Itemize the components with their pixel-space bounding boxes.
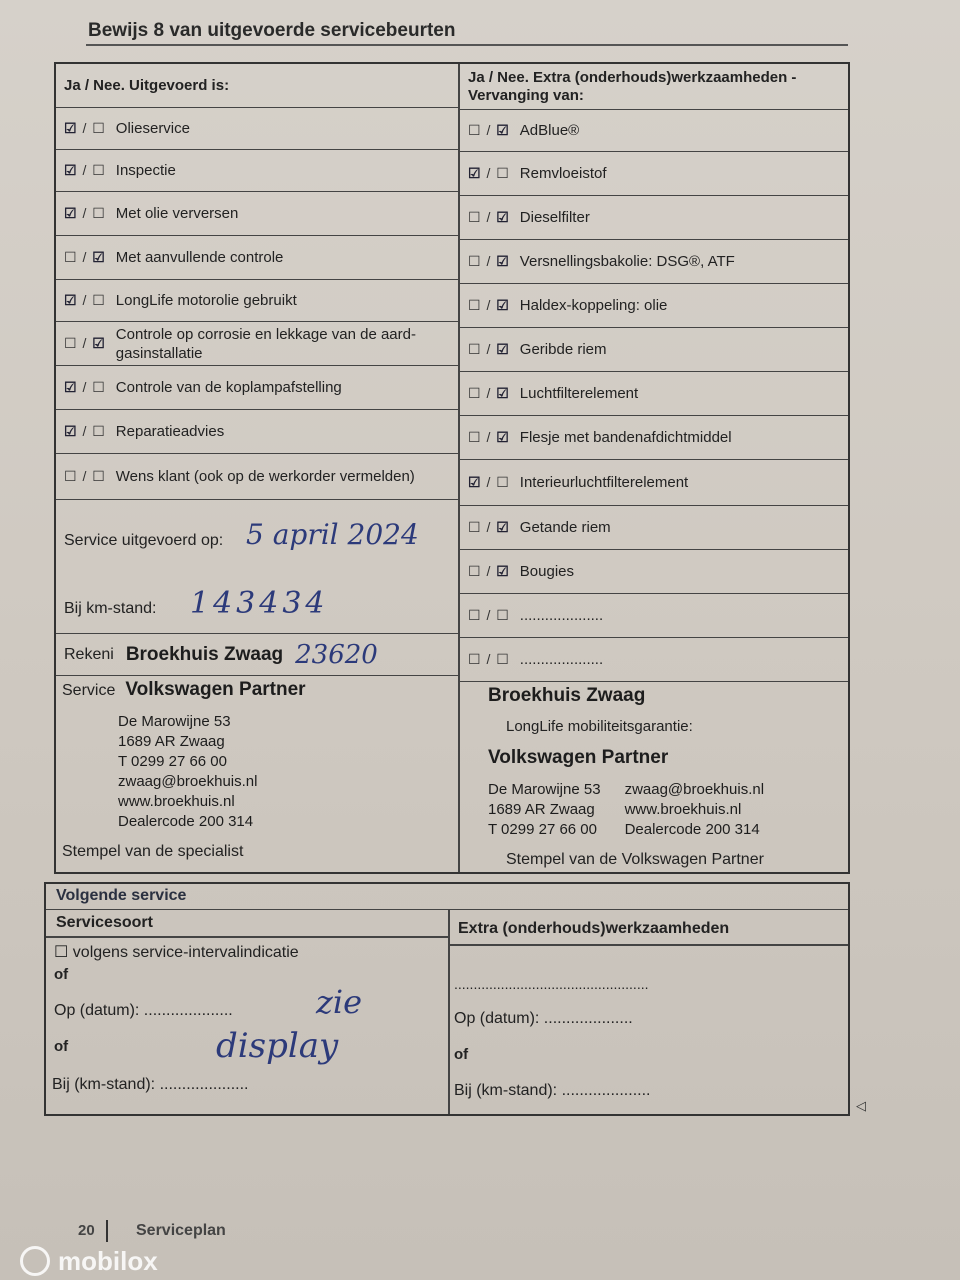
checkbox-ja-icon[interactable]: ☐ (468, 519, 482, 535)
left-item-row (56, 108, 458, 150)
item-label: Versnellingsbakolie: DSG®, ATF (519, 253, 735, 270)
item-label: Flesje met bandenafdichtmiddel (519, 429, 732, 446)
item-label: .................... (519, 607, 604, 624)
checkbox-ja-icon[interactable]: ☐ (64, 249, 78, 265)
separator: / (82, 249, 88, 265)
checkbox-pair[interactable] (64, 379, 106, 396)
checkbox-pair[interactable] (468, 209, 510, 226)
checkbox-pair[interactable] (64, 335, 106, 352)
item-label: Olieservice (115, 120, 190, 137)
stamp-dealer: Dealercode 200 314 (118, 813, 254, 830)
left-header: Ja / Nee. Uitgevoerd is: (64, 76, 230, 94)
item-label: .................... (519, 651, 604, 668)
checkbox-ja-checked-icon[interactable]: ☑ (64, 120, 78, 136)
item-label: Bougies (519, 563, 575, 580)
longlife-label: LongLife mobiliteitsgarantie: (506, 718, 693, 736)
footer-divider (106, 1220, 108, 1242)
checkbox-pair[interactable] (468, 563, 510, 580)
checkbox-pair[interactable]: ☐ / ☐ (468, 651, 510, 667)
service-label: Service (62, 682, 116, 699)
separator: / (82, 162, 88, 178)
left-header-cell (56, 64, 458, 108)
next-km-field[interactable]: Bij (km-stand): .................... (52, 1076, 249, 1093)
left-item-row (56, 280, 458, 322)
servicesoort-header: Servicesoort (46, 910, 448, 938)
checkbox-ja-checked-icon[interactable]: ☑ (468, 165, 482, 181)
checkbox-ja-icon[interactable]: ☐ (468, 297, 482, 313)
item-label: Luchtfilterelement (519, 385, 639, 402)
rekening-cell (56, 634, 458, 676)
item-label: Inspectie (115, 162, 176, 179)
checkbox-nee-checked-icon[interactable]: ☑ (496, 385, 510, 401)
checkbox-nee-icon[interactable]: ☐ (496, 165, 510, 181)
stamp-name: Broekhuis Zwaag (488, 685, 646, 706)
checkbox-nee-checked-icon[interactable]: ☑ (496, 563, 510, 579)
checkbox-nee-icon[interactable]: ☐ (92, 423, 106, 439)
checkbox-nee-checked-icon[interactable]: ☑ (496, 341, 510, 357)
stamp-phone: T 0299 27 66 00 (118, 753, 227, 770)
checkbox-icon[interactable]: ☐ (54, 944, 69, 961)
item-label: Controle van de koplampafstelling (115, 379, 342, 396)
extra-km-field[interactable]: Bij (km-stand): .................... (454, 1082, 651, 1099)
stamp-web: www.broekhuis.nl (118, 793, 235, 810)
item-label: Wens klant (ook op de werkorder vermelden) (115, 468, 415, 485)
separator: / (82, 205, 88, 221)
checkbox-nee-icon[interactable]: ☐ (92, 120, 106, 136)
item-label: Controle op corrosie en lekkage van de aard-gasinstallatie (115, 325, 416, 362)
checkbox-ja-checked-icon[interactable]: ☑ (64, 379, 78, 395)
stamp-dealer: Dealercode 200 314 (624, 820, 760, 838)
handwritten-zie: zie (316, 983, 363, 1021)
checkbox-pair[interactable] (468, 429, 510, 446)
next-service-table (44, 882, 850, 1116)
checkbox-pair[interactable] (468, 253, 510, 270)
checkbox-nee-checked-icon[interactable]: ☑ (496, 429, 510, 445)
checkbox-ja-icon[interactable]: ☐ (468, 253, 482, 269)
left-item-row (56, 150, 458, 192)
extra-header: Extra (onderhouds)werkzaamheden (450, 910, 848, 946)
item-label: Haldex-koppeling: olie (519, 297, 668, 314)
stamp-partner-cell (460, 682, 848, 872)
right-item-row (460, 328, 848, 372)
checkbox-pair[interactable] (64, 292, 106, 309)
left-item-row (56, 192, 458, 236)
checkbox-pair[interactable]: ☐ / ☐ (468, 607, 510, 623)
triangle-marker-icon: ◁ (856, 1098, 866, 1113)
separator: / (486, 385, 492, 401)
stamp-city: 1689 AR Zwaag (488, 800, 595, 818)
checkbox-pair[interactable] (468, 341, 510, 358)
stamp-address: De Marowijne 53 (118, 713, 231, 730)
checkbox-nee-checked-icon[interactable]: ☑ (496, 297, 510, 313)
page-title: Bewijs 8 van uitgevoerde servicebeurten (88, 20, 456, 41)
item-label: Met olie verversen (115, 205, 239, 222)
separator: / (486, 429, 492, 445)
checkbox-ja-icon[interactable]: ☐ (64, 335, 78, 351)
right-item-row (460, 152, 848, 196)
item-label: Dieselfilter (519, 209, 590, 226)
stamp-specialist-cell (56, 676, 458, 864)
separator: / (82, 120, 88, 136)
of-label: of (454, 1046, 469, 1063)
left-item-row (56, 454, 458, 500)
checkbox-nee-checked-icon[interactable]: ☑ (496, 253, 510, 269)
checkbox-pair[interactable] (468, 474, 510, 491)
of-label: of (54, 966, 69, 983)
separator: / (486, 165, 492, 181)
checkbox-pair[interactable] (468, 122, 510, 139)
left-column (56, 64, 458, 864)
checkbox-pair[interactable] (64, 162, 106, 179)
of-label: of (54, 1038, 69, 1055)
stamp-name: Broekhuis Zwaag (125, 643, 284, 665)
item-label: Getande riem (519, 519, 611, 536)
section-name: Serviceplan (136, 1222, 226, 1239)
right-item-row (460, 110, 848, 152)
checkbox-ja-icon[interactable]: ☐ (468, 385, 482, 401)
watermark: mobilox (58, 1246, 158, 1276)
right-item-row (460, 284, 848, 328)
separator: / (486, 341, 492, 357)
service-details-cell (56, 500, 458, 634)
right-header-cell (460, 64, 848, 110)
stempel-partner-label: Stempel van de Volkswagen Partner (506, 851, 764, 868)
separator: / (486, 297, 492, 313)
right-item-row (460, 594, 848, 638)
checkbox-pair[interactable] (64, 205, 106, 222)
checkbox-ja-checked-icon[interactable]: ☑ (64, 423, 78, 439)
right-item-row (460, 460, 848, 506)
right-item-row (460, 196, 848, 240)
checkbox-pair[interactable] (468, 165, 510, 182)
separator: / (82, 423, 88, 439)
right-item-row (460, 550, 848, 594)
stamp-phone: T 0299 27 66 00 (488, 820, 597, 838)
item-label: LongLife motorolie gebruikt (115, 292, 297, 309)
item-label: Met aanvullende controle (115, 249, 284, 266)
separator: / (486, 474, 492, 490)
checkbox-nee-icon[interactable]: ☐ (92, 292, 106, 308)
page-number: 20 (78, 1222, 95, 1239)
extra-date-field[interactable]: Op (datum): .................... (454, 1010, 633, 1027)
checkbox-nee-icon[interactable]: ☐ (92, 379, 106, 395)
km-value: 143434 (190, 586, 329, 621)
checkbox-nee-icon[interactable]: ☐ (496, 474, 510, 490)
separator: / (486, 519, 492, 535)
service-date-label: Service uitgevoerd op: (64, 532, 224, 549)
right-item-row (460, 240, 848, 284)
checkbox-pair[interactable] (64, 120, 106, 137)
right-item-row (460, 372, 848, 416)
stamp-web: www.broekhuis.nl (624, 800, 742, 818)
separator: / (82, 335, 88, 351)
checkbox-ja-checked-icon[interactable]: ☑ (64, 205, 78, 221)
separator: / (486, 563, 492, 579)
stamp-partner: Volkswagen Partner (488, 746, 669, 768)
checkbox-nee-checked-icon[interactable]: ☑ (496, 209, 510, 225)
checkbox-nee-checked-icon[interactable]: ☑ (92, 335, 106, 351)
stamp-email: zwaag@broekhuis.nl (624, 780, 765, 798)
checkbox-pair[interactable] (64, 249, 106, 266)
separator: / (486, 209, 492, 225)
partner-stamp (488, 780, 764, 840)
checkbox-pair[interactable] (468, 519, 510, 536)
right-item-row (460, 638, 848, 682)
rekening-value: 23620 (295, 639, 378, 670)
next-date-field[interactable]: Op (datum): .................... (54, 1002, 233, 1019)
watermark-logo-icon (20, 1246, 50, 1276)
stamp-address: De Marowijne 53 (488, 780, 601, 798)
checkbox-ja-checked-icon[interactable]: ☑ (64, 292, 78, 308)
right-header: Ja / Nee. Extra (onderhouds)werkzaamheden - Vervanging van: (468, 68, 797, 104)
km-label: Bij km-stand: (64, 600, 157, 617)
right-item-row (460, 416, 848, 460)
separator: / (486, 122, 492, 138)
checkbox-nee-checked-icon[interactable]: ☑ (496, 122, 510, 138)
service-record-table (54, 62, 850, 874)
left-item-row (56, 410, 458, 454)
left-item-row (56, 322, 458, 366)
interval-label: volgens service-intervalindicatie (72, 944, 299, 961)
dealer-stamp (62, 712, 257, 832)
stamp-partner: Volkswagen Partner (125, 679, 306, 700)
handwritten-display: display (216, 1026, 339, 1066)
checkbox-nee-icon[interactable]: ☐ (92, 205, 106, 221)
rekening-label: Rekeni (64, 645, 114, 663)
stempel-specialist-label: Stempel van de specialist (62, 843, 244, 860)
item-label: Geribde riem (519, 341, 607, 358)
right-item-row (460, 506, 848, 550)
title-divider (86, 44, 848, 46)
checkbox-pair[interactable] (468, 297, 510, 314)
right-column (460, 64, 848, 872)
stamp-email: zwaag@broekhuis.nl (118, 773, 258, 790)
left-item-row (56, 236, 458, 280)
checkbox-pair[interactable] (468, 385, 510, 402)
checkbox-ja-icon[interactable]: ☐ (468, 122, 482, 138)
left-item-row (56, 366, 458, 410)
checkbox-nee-icon[interactable]: ☐ (92, 162, 106, 178)
checkbox-pair[interactable] (64, 423, 106, 440)
checkbox-ja-icon[interactable]: ☐ (468, 429, 482, 445)
checkbox-nee-checked-icon[interactable]: ☑ (496, 519, 510, 535)
separator: / (82, 292, 88, 308)
checkbox-ja-checked-icon[interactable]: ☑ (64, 162, 78, 178)
item-label: Reparatieadvies (115, 423, 225, 440)
next-service-title: Volgende service (46, 884, 848, 910)
checkbox-ja-icon[interactable]: ☐ (468, 341, 482, 357)
checkbox-pair[interactable]: ☐ / ☐ (64, 468, 106, 484)
separator: / (486, 253, 492, 269)
separator: / (82, 379, 88, 395)
item-label: Interieurluchtfilterelement (519, 474, 689, 491)
item-label: AdBlue® (519, 122, 580, 139)
extra-dotted-line[interactable]: .................................................. (454, 976, 649, 992)
service-date-value: 5 april 2024 (246, 518, 419, 551)
checkbox-ja-checked-icon[interactable]: ☑ (468, 474, 482, 490)
checkbox-ja-icon[interactable]: ☐ (468, 209, 482, 225)
item-label: Remvloeistof (519, 165, 607, 182)
checkbox-nee-checked-icon[interactable]: ☑ (92, 249, 106, 265)
stamp-city: 1689 AR Zwaag (118, 733, 225, 750)
checkbox-ja-icon[interactable]: ☐ (468, 563, 482, 579)
interval-option[interactable] (54, 942, 299, 962)
